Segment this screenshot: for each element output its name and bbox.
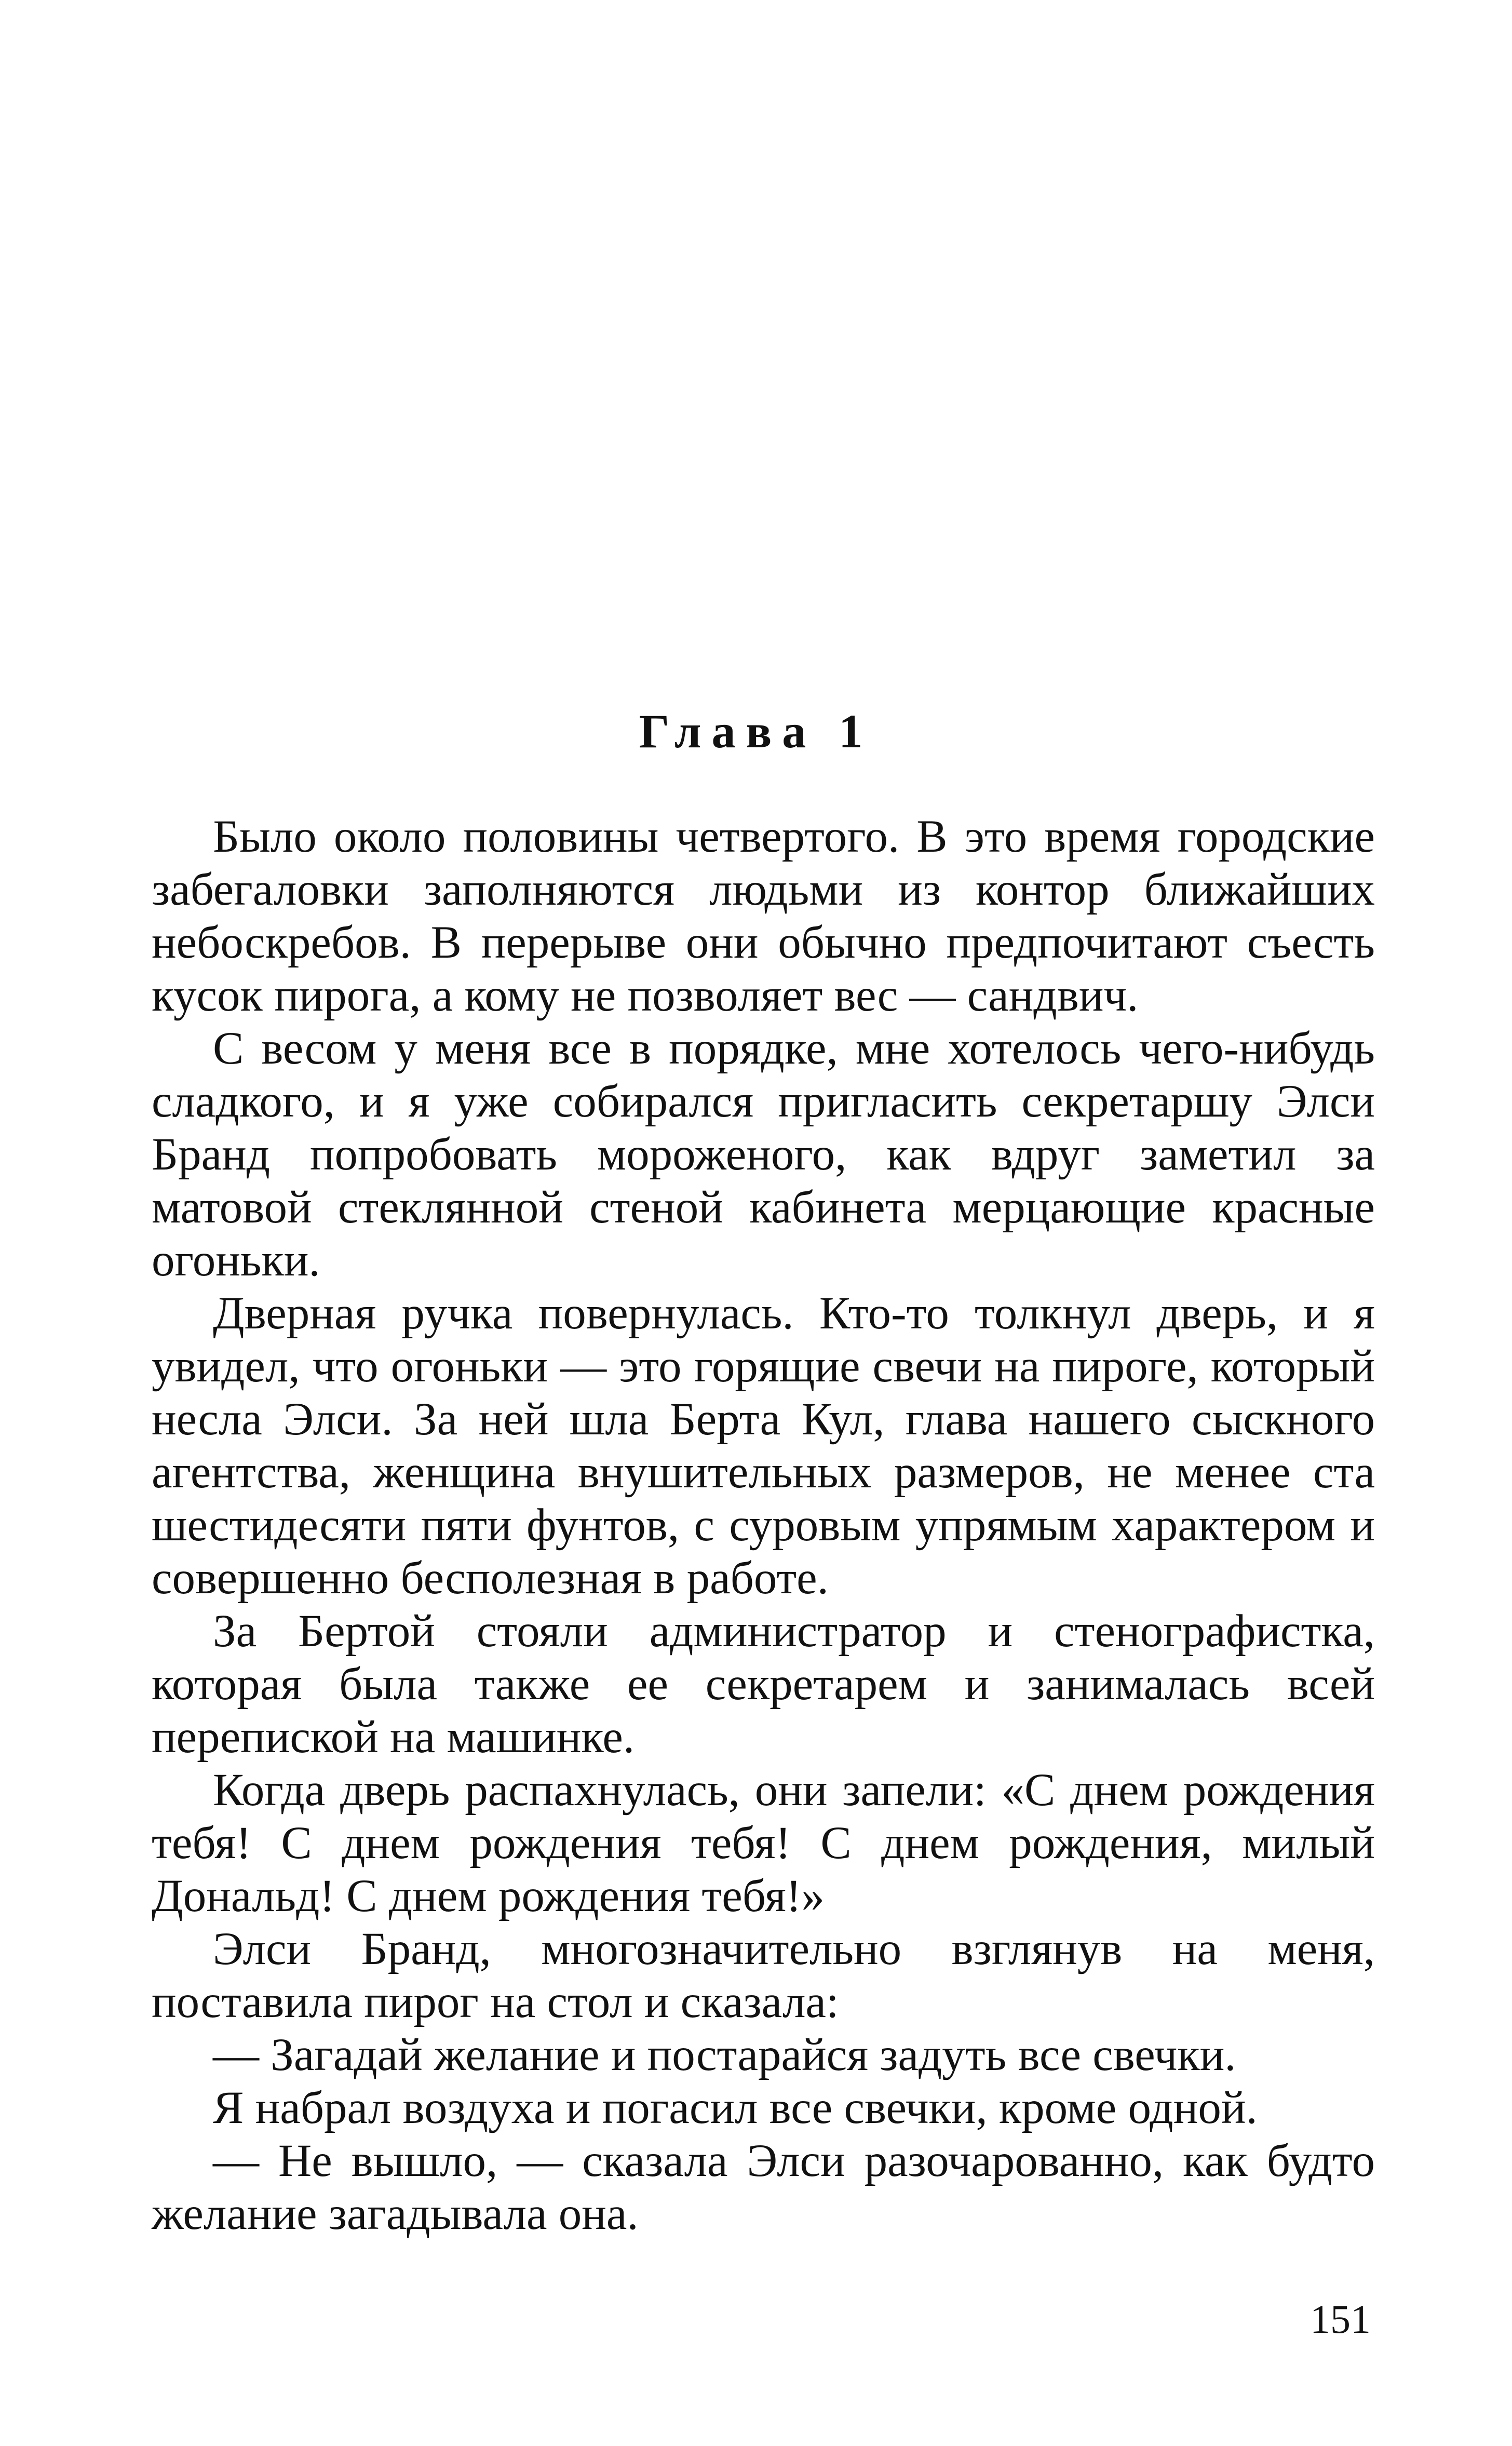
chapter-title: Глава 1 xyxy=(639,705,873,758)
paragraph: Я набрал воздуха и погасил все свечки, кроме одной. xyxy=(213,2082,1258,2133)
paragraph: — Не вышло, — сказала Элси разочарованно, как будто желание загадывала она. xyxy=(152,2135,1375,2239)
paragraph: Элси Бранд, многозначительно взглянув на меня, поставила пирог на стол и сказала: xyxy=(152,1924,1375,2027)
paragraph: Было около половины четвертого. В это время городские забегаловки заполняются людьми из контор ближайших небоскребов. В перерыве они обычно предпочитают съесть кусок пирога, а кому не позволяет вес — сандвич. xyxy=(152,811,1375,1021)
paragraph: С весом у меня все в порядке, мне хотелось чего-нибудь сладкого, и я уже собирался пригласить секретаршу Элси Бранд попробовать мороженого, как вдруг заметил за матовой стеклянной стеной кабинета мерцающие красные огоньки. xyxy=(152,1023,1375,1286)
page-number: 151 xyxy=(1310,2296,1371,2342)
paragraph: Когда дверь распахнулась, они запели: «С днем рождения тебя! С днем рождения тебя! С днем рождения, милый Дональд! С днем рождения тебя!» xyxy=(152,1765,1375,1921)
paragraph: За Бертой стояли администратор и стенографистка, которая была также ее секретарем и занималась всей перепиской на машинке. xyxy=(152,1606,1375,1763)
body-text xyxy=(152,810,1375,2240)
paragraph: Дверная ручка повернулась. Кто-то толкнул дверь, и я увидел, что огоньки — это горящие свечи на пироге, который несла Элси. За ней шла Берта Кул, глава нашего сыскного агентства, женщина внушительных размеров, не менее ста шестидесяти пяти фунтов, с суровым упрямым характером и совершенно бесполезная в работе. xyxy=(152,1288,1375,1604)
paragraph: — Загадай желание и постарайся задуть все свечки. xyxy=(213,2030,1236,2080)
